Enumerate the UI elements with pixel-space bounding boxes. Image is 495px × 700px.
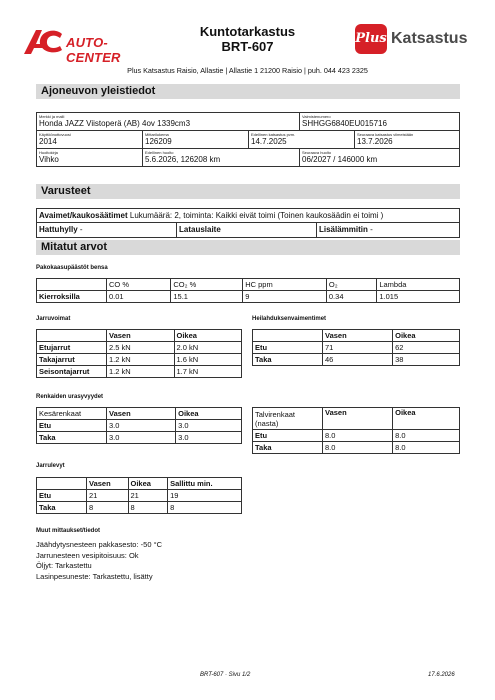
booklet-cell [37,149,143,166]
emissions-header [37,279,107,291]
charger-cell [177,223,317,237]
make-value: Honda JAZZ Viistoperä (AB) 4ov 1339cm3 [39,119,191,128]
shocks-header [253,330,323,342]
discs-header [37,478,87,490]
brakes-cell: 1.7 kN [174,366,242,378]
brakes-header-row [37,330,242,342]
brakes-row-label: Takajarrut [37,354,107,366]
brakes-cell: 2.0 kN [174,342,242,354]
discs-cell: 21 [87,490,129,502]
summer-row-label: Etu [37,420,107,432]
emissions-row-label: Kierroksilla [37,291,107,303]
summer-header: Oikea [176,408,242,420]
summer-header: Kesärenkaat [37,408,107,420]
emissions-cell: 0.01 [107,291,171,303]
summer-cell: 3.0 [176,432,242,444]
next-service-label: Seuraava huolto [302,150,332,155]
section-general-info: Ajoneuvon yleistiedot [36,84,460,99]
discs-header: Vasen [87,478,129,490]
emissions-header: CO % [107,279,171,291]
keys-value: Lukumäärä: 2, toiminta: Kaikki eivät toimi (Toinen kaukosäädin ei toimi ) [129,211,384,220]
discs-cell: 8 [128,502,168,514]
year-cell [37,131,143,148]
discs-header-row [37,478,242,490]
station-address: Plus Katsastus Raisio, Allastie | Allastie 1 21200 Raisio | puh. 044 423 2325 [127,66,368,75]
other-title: Muut mittaukset/tiedot [36,528,100,534]
summer-cell: 3.0 [176,420,242,432]
winter-row-label: Taka [253,442,323,454]
summer-header-row [37,408,242,420]
year-value: 2014 [39,137,57,146]
odometer-label: Mittarilukema [145,132,169,137]
winter-cell: 8.0 [323,442,393,454]
make-cell [37,113,300,130]
keys-label: Avaimet/kaukosäätimet [39,211,128,220]
make-label: Merkki ja malli [39,114,65,119]
emissions-header: HC ppm [243,279,327,291]
last-inspection-value: 14.7.2025 [251,137,287,146]
section-equipment: Varusteet [36,184,460,199]
emissions-title: Pakokaasupäästöt bensa [36,265,108,271]
discs-header: Oikea [128,478,168,490]
prev-service-value: 5.6.2026, 126208 km [145,155,221,164]
brakes-cell: 1.2 kN [107,354,175,366]
brakes-row [37,366,242,378]
general-row-3 [37,149,459,166]
discs-cell: 21 [128,490,168,502]
next-inspection-value: 13.7.2026 [357,137,393,146]
brakes-cell: 1.6 kN [174,354,242,366]
emissions-cell: 0.34 [326,291,376,303]
shocks-header: Vasen [323,330,393,342]
title-line-2: BRT-607 [221,39,274,54]
discs-cell: 19 [168,490,242,502]
next-service-value: 06/2027 / 146000 km [302,155,378,164]
rack-cell [37,223,177,237]
shocks-cell: 71 [323,342,393,354]
booklet-value: Vihko [39,155,59,164]
emissions-header: O₂ [326,279,376,291]
emissions-header: CO₂ % [171,279,243,291]
discs-row-label: Taka [37,502,87,514]
emissions-cell: 9 [243,291,327,303]
brakes-header: Oikea [174,330,242,342]
equipment-items-row [37,223,459,237]
rack-value: - [79,225,83,234]
discs-row [37,490,242,502]
shocks-row-label: Etu [253,342,323,354]
emissions-header-row [37,279,460,291]
plus-katsastus-logo [355,24,475,54]
auto-center-logo-text: AUTO-CENTER [66,35,121,65]
footer-date: 17.6.2026 [428,672,455,678]
prev-service-label: Edellinen huolto [145,150,174,155]
discs-table [36,477,242,514]
winter-row [253,442,460,454]
last-inspection-label: Edellinen katsastus pvm. [251,132,296,137]
emissions-data-row [37,291,460,303]
section-measured-values: Mitatut arvot [36,240,460,255]
summer-cell: 3.0 [107,420,176,432]
winter-header: Oikea [393,408,460,430]
other-line: Jäähdytysnesteen pakkasesto: -50 °C [36,540,162,549]
shocks-row-label: Taka [253,354,323,366]
summer-header: Vasen [107,408,176,420]
general-row-1 [37,113,459,131]
equipment-keys-row [37,209,459,223]
booklet-label: Huoltokirja [39,150,58,155]
odometer-value: 126209 [145,137,172,146]
winter-header: Talvirenkaat (nasta) [253,408,323,430]
winter-cell: 8.0 [393,442,460,454]
other-line: Öljyt: Tarkastettu [36,561,92,570]
title-line-1: Kuntotarkastus [199,24,296,39]
rack-label: Hattuhylly [39,225,78,234]
ac-logo-icon [22,28,64,56]
charger-label: Latauslaite [179,225,221,234]
report-header [0,0,495,80]
discs-title: Jarrulevyt [36,463,65,469]
brakes-title: Jarruvoimat [36,316,71,322]
shocks-cell: 62 [393,342,460,354]
winter-tread-table [252,407,460,454]
footer-page-number: BRT-607 · Sivu 1/2 [200,672,251,678]
tread-title: Renkaiden urasyvyydet [36,394,104,400]
summer-row-label: Taka [37,432,107,444]
next-inspection-label: Seuraava katsastus viimeistään [357,132,414,137]
plus-badge: Plus [355,24,387,54]
next-service-cell [300,149,459,166]
emissions-table [36,278,460,303]
vin-label: Valmistenumero [302,114,331,119]
emissions-cell: 1.015 [377,291,460,303]
vin-cell [300,113,459,130]
winter-cell: 8.0 [393,430,460,442]
brakes-row-label: Etujarrut [37,342,107,354]
shocks-row [253,354,460,366]
prev-service-cell [143,149,300,166]
shocks-header-row [253,330,460,342]
winter-row [253,430,460,442]
shocks-title: Heilahduksenvaimentimet [252,316,327,322]
summer-cell: 3.0 [107,432,176,444]
general-info-grid [36,112,460,167]
winter-header-row [253,408,460,430]
discs-header: Sallittu min. [168,478,242,490]
brakes-cell: 1.2 kN [107,366,175,378]
winter-row-label: Etu [253,430,323,442]
shocks-cell: 38 [393,354,460,366]
emissions-cell: 15.1 [171,291,243,303]
shocks-row [253,342,460,354]
discs-row-label: Etu [37,490,87,502]
summer-row [37,420,242,432]
brakes-row [37,354,242,366]
brakes-row-label: Seisontajarrut [37,366,107,378]
last-inspection-cell [249,131,355,148]
discs-cell: 8 [87,502,129,514]
brakes-row [37,342,242,354]
odometer-cell [143,131,249,148]
summer-tread-table [36,407,242,444]
discs-row [37,502,242,514]
next-inspection-cell [355,131,459,148]
document-title [160,24,335,54]
heater-label: Lisälämmitin [319,225,368,234]
keys-cell [37,209,459,222]
heater-cell [317,223,459,237]
other-line: Lasinpesuneste: Tarkastettu, lisätty [36,571,153,581]
katsastus-logo-text: Katsastus [391,30,468,47]
general-row-2 [37,131,459,149]
auto-center-logo [22,28,152,65]
shocks-table [252,329,460,366]
shocks-header: Oikea [393,330,460,342]
heater-value: - [370,225,373,234]
winter-cell: 8.0 [323,430,393,442]
equipment-grid [36,208,460,238]
year-label: Käyttöönottovuosi [39,132,71,137]
brakes-header: Vasen [107,330,175,342]
summer-row [37,432,242,444]
brakes-header [37,330,107,342]
emissions-header: Lambda [377,279,460,291]
other-measurements [36,540,162,582]
brakes-cell: 2.5 kN [107,342,175,354]
shocks-cell: 46 [323,354,393,366]
winter-header: Vasen [323,408,393,430]
other-line: Jarrunesteen vesipitoisuus: Ok [36,550,139,560]
brakes-table [36,329,242,378]
vin-value: SHHGG6840EU015716 [302,119,387,128]
discs-cell: 8 [168,502,242,514]
